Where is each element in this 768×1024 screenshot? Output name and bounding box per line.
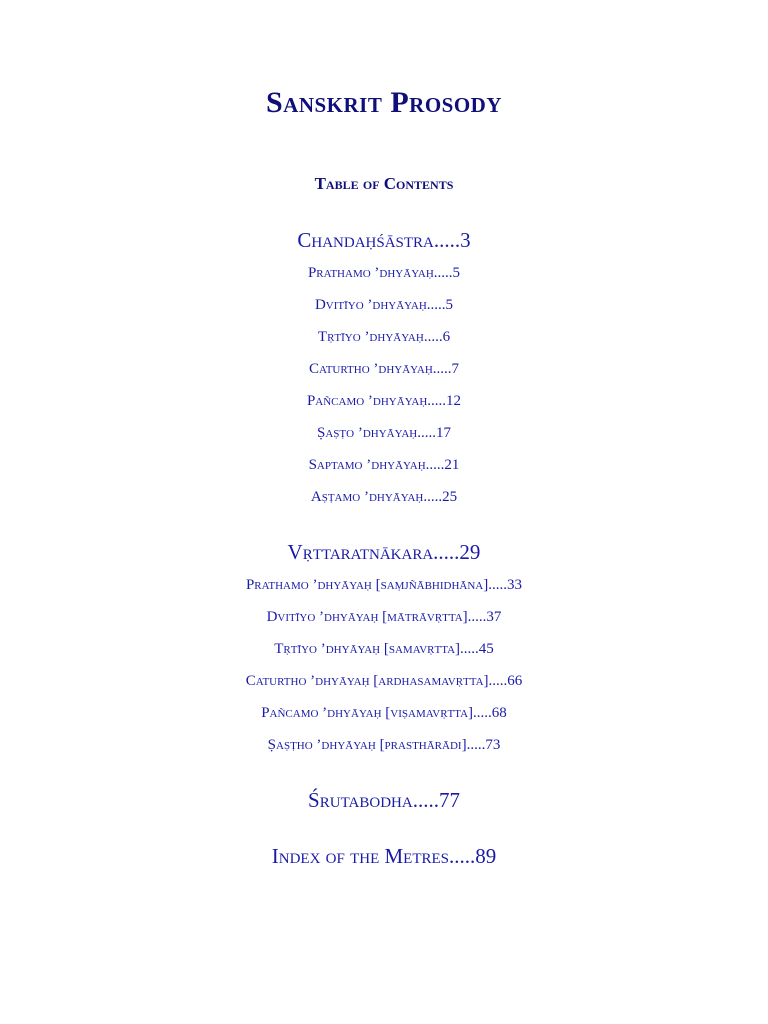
toc-entry-link[interactable]: Caturtho ’dhyāyaḥ [ardhasamavṛtta].....66 (245, 673, 523, 689)
toc-section-link[interactable]: Chandaḥśāstra.....3 (297, 228, 471, 252)
toc-entry[interactable] (0, 393, 768, 410)
toc-entry[interactable] (0, 361, 768, 378)
toc-entry[interactable] (0, 297, 768, 314)
toc-entry[interactable] (0, 457, 768, 474)
toc-section-chandahsastra[interactable] (0, 228, 768, 253)
toc-entry[interactable] (0, 673, 768, 690)
toc-entry-link[interactable]: Aṣṭamo ’dhyāyaḥ.....25 (310, 489, 458, 505)
toc-entry-link[interactable]: Pañcamo ’dhyāyaḥ [viṣamavṛtta].....68 (261, 705, 507, 721)
toc-entry-link[interactable]: Tṛtīyo ’dhyāyaḥ [samavṛtta].....45 (274, 641, 494, 657)
toc-entry-link[interactable]: Dvitīyo ’dhyāyaḥ.....5 (314, 297, 454, 313)
toc-entry-link[interactable]: Pañcamo ’dhyāyaḥ.....12 (306, 393, 462, 409)
toc-entry[interactable] (0, 489, 768, 506)
toc-entry-link[interactable]: Ṣaṣṭo ’dhyāyaḥ.....17 (317, 425, 451, 441)
toc-section-vrttaratnakara[interactable] (0, 540, 768, 565)
toc-entry[interactable] (0, 609, 768, 626)
toc-section-srutabodha[interactable] (0, 788, 768, 813)
toc-entry[interactable] (0, 641, 768, 658)
toc-entry[interactable] (0, 265, 768, 282)
toc-section-link[interactable]: Vṛttaratnākara.....29 (287, 540, 481, 564)
toc-section-link[interactable]: Śrutabodha.....77 (308, 788, 460, 812)
toc-entry-link[interactable]: Dvitīyo ’dhyāyaḥ [mātrāvṛtta].....37 (266, 609, 502, 625)
toc-entry-link[interactable]: Ṣaṣṭho ’dhyāyaḥ [prasthārādi].....73 (267, 737, 501, 753)
toc-entry[interactable] (0, 577, 768, 594)
toc-entry-link[interactable]: Tṛtīyo ’dhyāyaḥ.....6 (317, 329, 451, 345)
page-title: Sanskrit Prosody (265, 86, 503, 119)
toc-entry-link[interactable]: Prathamo ’dhyāyaḥ.....5 (307, 265, 461, 281)
toc-heading: Table of Contents (314, 174, 454, 193)
toc-entry[interactable] (0, 737, 768, 754)
toc-entry-link[interactable]: Prathamo ’dhyāyaḥ [saṃjñābhidhāna].....33 (245, 577, 523, 593)
toc-entry[interactable] (0, 329, 768, 346)
toc-entry-link[interactable]: Saptamo ’dhyāyaḥ.....21 (308, 457, 460, 473)
toc-entry[interactable] (0, 425, 768, 442)
toc-section-index-of-metres[interactable] (0, 844, 768, 869)
toc-section-link[interactable]: Index of the Metres.....89 (271, 844, 497, 868)
toc-entry[interactable] (0, 705, 768, 722)
toc-entry-link[interactable]: Caturtho ’dhyāyaḥ.....7 (308, 361, 460, 377)
